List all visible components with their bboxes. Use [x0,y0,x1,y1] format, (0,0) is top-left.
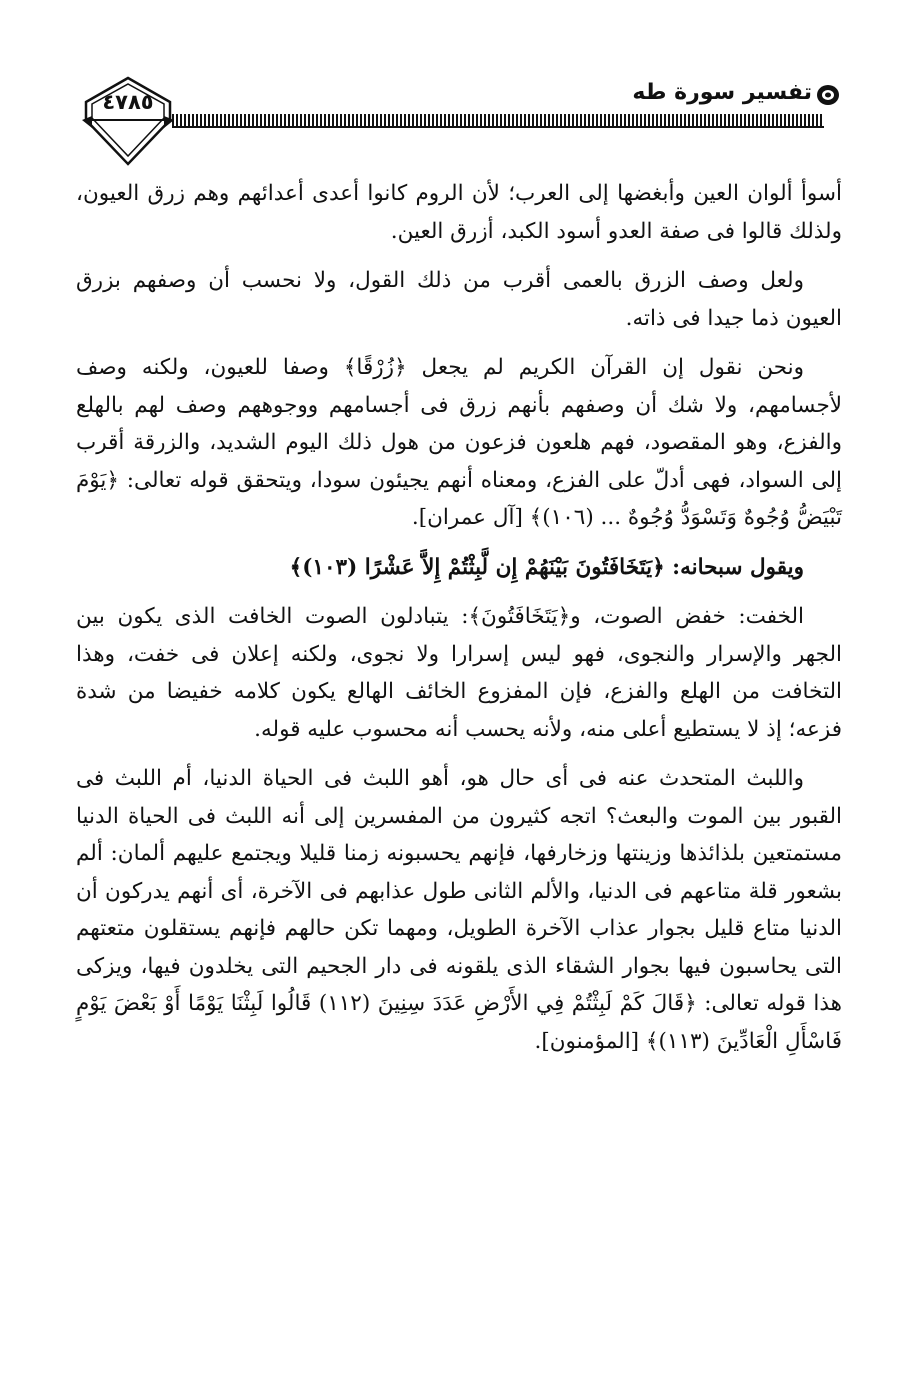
paragraph: ونحن نقول إن القرآن الكريم لم يجعل ﴿زُرْقًا﴾ وصفا للعيون، ولكنه وصف لأجسامهم، ولا شك أن وصفهم بأنهم زرق فى أجسامهم ووجوههم وصف لهم بالهلع والفزع، وهو المقصود، فهم هلعون فزعون من هول ذلك اليوم الشديد، والزرقة أقرب إلى السواد، فهى أدلّ على الفزع، ومعناه أنهم يجيئون سودا، ويتحقق قوله تعالى: ﴿يَوْمَ تَبْيَضُّ وُجُوهٌ وَتَسْوَدُّ وُجُوهٌ ... (١٠٦)﴾ [آل عمران]. [76,355,842,530]
paragraph: الخفت: خفض الصوت، و﴿يَتَخَافَتُونَ﴾: يتبادلون الصوت الخافت الذى يكون بين الجهر والإسرار والنجوى، فهو ليس إسرارا ولا نجوى، ولكنه إعلان فى خفت، وهذا التخافت من الهلع والفزع، فإن المفزوع الخائف الهالع يكون كلامه خفيضا من شدة فزعه؛ إذ لا يستطيع أعلى منه، ولأنه يحسب أنه محسوب عليه قوله. [76,604,842,742]
page-number: ٤٧٨٥ [102,90,154,114]
page-body [76,175,842,1072]
running-title: تفسير سورة طه [632,80,812,105]
paragraph: ولعل وصف الزرق بالعمى أقرب من ذلك القول، ولا نحسب أن وصفهم بزرق العيون ذما جيدا فى ذاته. [76,268,842,331]
ornament-icon [816,84,840,106]
header-rule-line [172,126,824,128]
paragraph-verse: ويقول سبحانه: ﴿يَتَخَافَتُونَ بَيْنَهُمْ إِن لَّبِثْتُمْ إِلاَّ عَشْرًا (١٠٣)﴾ [289,554,804,580]
header-rule [172,114,824,126]
page-header [0,0,914,175]
paragraph: أسوأ ألوان العين وأبغضها إلى العرب؛ لأن الروم كانوا أعدى أعدائهم وهم زرق العيون، ولذلك قالوا فى صفة العدو أسود الكبد، أزرق العين. [76,181,842,244]
paragraph: واللبث المتحدث عنه فى أى حال هو، أهو اللبث فى الحياة الدنيا، أم اللبث فى القبور بين الموت والبعث؟ اتجه كثيرون من المفسرين إلى أنه اللبث فى الحياة الدنيا مستمتعين بلذائذها وزينتها وزخارفها، فإنهم يحسبونه زمنا قليلا ويجتمع عليهم ألمان: ألم بشعور قلة متاعهم فى الدنيا، والألم الثانى طول عذابهم فى الآخرة، أى أنهم يدركون أن الدنيا متاع قليل بجوار عذاب الآخرة الطويل، ومهما تكن حالهم فإنهم يستقلون متعتهم التى يحاسبون فيها بجوار الشقاء الذى يلقونه فى دار الجحيم التى يخلدون فيها، ويزكى هذا قوله تعالى: ﴿قَالَ كَمْ لَبِثْتُمْ فِي الأَرْضِ عَدَدَ سِنِينَ (١١٢) قَالُوا لَبِثْنَا يَوْمًا أَوْ بَعْضَ يَوْمٍ فَاسْأَلِ الْعَادِّينَ (١١٣)﴾ [المؤمنون]. [76,766,842,1054]
